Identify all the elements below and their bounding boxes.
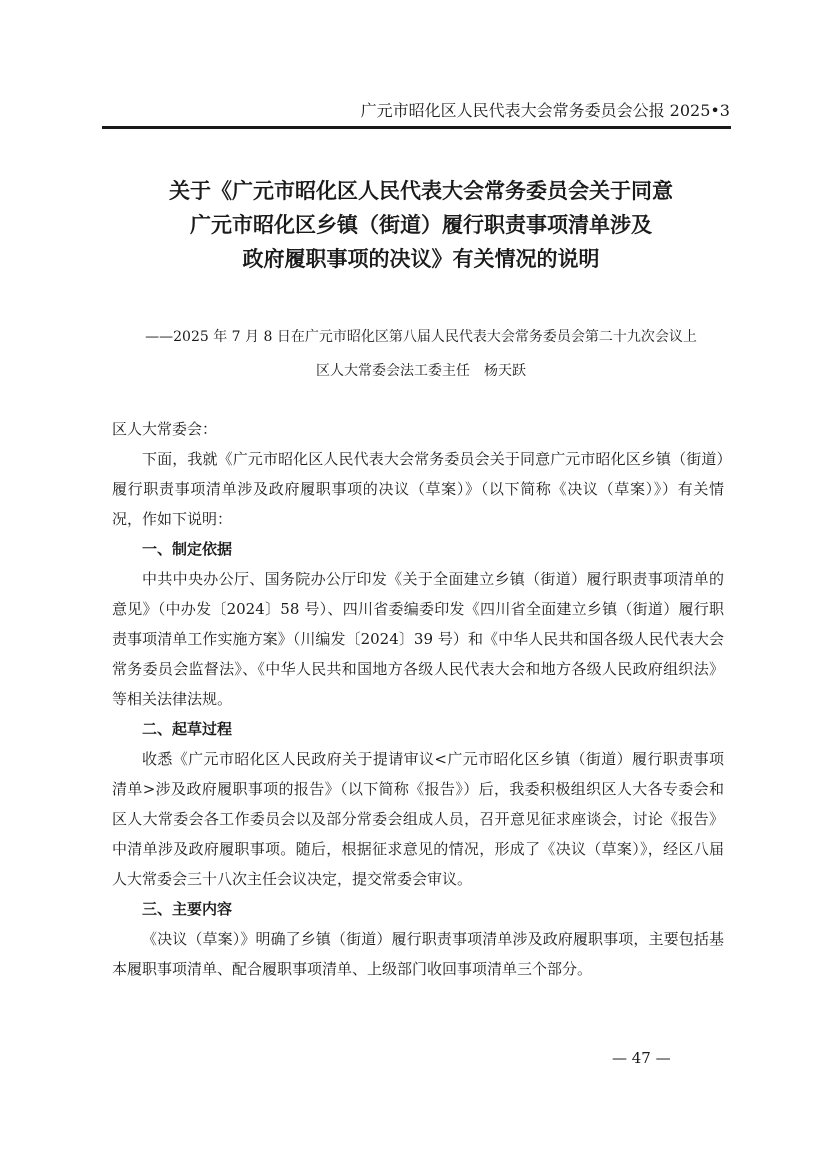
intro-paragraph: 下面，我就《广元市昭化区人民代表大会常务委员会关于同意广元市昭化区乡镇（街道）履行职责事项清单涉及政府履职事项的决议（草案）》（以下简称《决议（草案）》）有关情况，作如下说明： [112,450,724,528]
section-heading-content: 三、主要内容 [142,900,233,918]
document-subtitle [112,320,730,388]
title-line-1: 关于《广元市昭化区人民代表大会常务委员会关于同意 [169,179,673,203]
subtitle-line-1: ——2025 年 7 月 8 日在广元市昭化区第八届人民代表大会常务委员会第二十九次会议上 [145,329,697,345]
subtitle-line-2: 区人大常委会法工委主任 杨天跃 [316,363,526,379]
document-body [112,414,724,984]
document-title [112,174,730,276]
section-paragraph-drafting: 收悉《广元市昭化区人民政府关于提请审议<广元市昭化区乡镇（街道）履行职责事项清单>涉及政府履职事项的报告》（以下简称《报告》）后，我委积极组织区人大各专委会和区人大常委会各工作委员会以及部分常委会组成人员，召开意见征求座谈会，讨论《报告》中清单涉及政府履职事项。随后，根据征求意见的情况，形成了《决议（草案）》，经区八届人大常委会三十八次主任会议决定，提交常委会审议。 [112,750,724,888]
title-line-2: 广元市昭化区乡镇（街道）履行职责事项清单涉及 [190,213,652,237]
section-heading-basis: 一、制定依据 [142,540,233,558]
section-paragraph-content: 《决议（草案）》明确了乡镇（街道）履行职责事项清单涉及政府履职事项，主要包括基本履职事项清单、配合履职事项清单、上级部门收回事项清单三个部分。 [112,930,724,978]
section-paragraph-basis: 中共中央办公厅、国务院办公厅印发《关于全面建立乡镇（街道）履行职责事项清单的意见》（中办发〔2024〕58 号）、四川省委编委印发《四川省全面建立乡镇（街道）履行职责事项清单工作实施方案》（川编发〔2024〕39 号）和《中华人民共和国各级人民代表大会常务委员会监督法》、《中华人民共和国地方各级人民代表大会和地方各级人民政府组织法》等相关法律法规。 [112,570,724,708]
page-number: — 47 — [612,1049,671,1067]
salutation: 区人大常委会： [112,420,218,438]
title-line-3: 政府履职事项的决议》有关情况的说明 [242,247,600,271]
section-heading-drafting: 二、起草过程 [142,720,233,738]
header-divider [102,126,731,129]
journal-header: 广元市昭化区人民代表大会常务委员会公报 2025•3 [360,101,730,120]
